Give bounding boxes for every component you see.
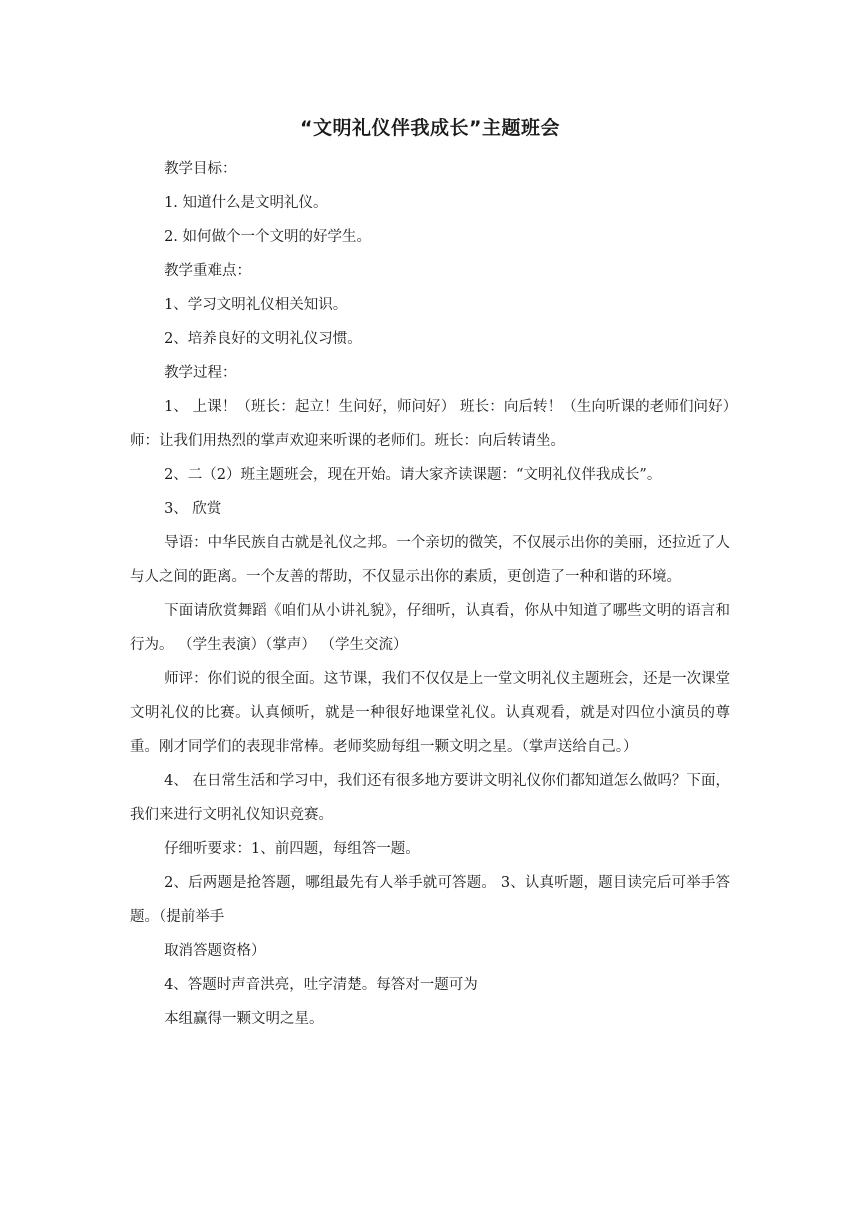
paragraph-process-step-4: 4、 在日常生活和学习中，我们还有很多地方要讲文明礼仪你们都知道怎么做吗？下面，我们来进行文明礼仪知识竞赛。 <box>130 773 730 823</box>
paragraph-key-point-1: 1、学习文明礼仪相关知识。 <box>164 297 348 313</box>
paragraph-rules-3-cont: 取消答题资格） <box>164 943 266 959</box>
paragraph-process-heading: 教学过程： <box>164 365 237 381</box>
paragraph-key-points-heading: 教学重难点： <box>164 263 252 279</box>
paragraph-process-step-2: 2、二（2）班主题班会，现在开始。请大家齐读课题：“文明礼仪伴我成长”。 <box>164 467 662 483</box>
paragraph-process-step-3: 3、 欣赏 <box>164 501 222 517</box>
paragraph-process-step-1: 1、 上课！（班长：起立！生问好，师问好） 班长：向后转！（生向听课的老师们问好）师：让我们用热烈的掌声欢迎来听课的老师们。班长：向后转请坐。 <box>130 399 730 449</box>
paragraph-introduction: 导语：中华民族自古就是礼仪之邦。一个亲切的微笑，不仅展示出你的美丽，还拉近了人与人之间的距离。一个友善的帮助，不仅显示出你的素质，更创造了一种和谐的环境。 <box>130 535 730 585</box>
paragraph-goal-1: 1. 知道什么是文明礼仪。 <box>164 195 328 211</box>
paragraph-rules-4-cont: 本组赢得一颗文明之星。 <box>164 1011 324 1027</box>
paragraph-rules-1: 仔细听要求：1、前四题，每组答一题。 <box>164 841 420 857</box>
paragraph-goal-2: 2. 如何做个一个文明的好学生。 <box>164 229 372 245</box>
paragraph-rules-4: 4、答题时声音洪亮，吐字清楚。每答对一题可为 <box>164 977 478 993</box>
paragraph-teacher-comment: 师评：你们说的很全面。这节课，我们不仅仅是上一堂文明礼仪主题班会，还是一次课堂文明礼仪的比赛。认真倾听，就是一种很好地课堂礼仪。认真观看，就是对四位小演员的尊重。刚才同学们的表现非常棒。老师奖励每组一颗文明之星。（掌声送给自己。） <box>130 671 730 755</box>
document-title: “文明礼仪伴我成长”主题班会 <box>300 117 560 139</box>
document-body <box>130 110 730 1036</box>
paragraph-teaching-goals-heading: 教学目标： <box>164 161 237 177</box>
paragraph-dance-appreciation: 下面请欣赏舞蹈《咱们从小讲礼貌》，仔细听，认真看，你从中知道了哪些文明的语言和行为。 （学生表演）（掌声） （学生交流） <box>130 603 730 653</box>
paragraph-key-point-2: 2、培养良好的文明礼仪习惯。 <box>164 331 362 347</box>
paragraph-rules-2-3: 2、后两题是抢答题，哪组最先有人举手就可答题。 3、认真听题，题目读完后可举手答题。（提前举手 <box>130 875 730 925</box>
